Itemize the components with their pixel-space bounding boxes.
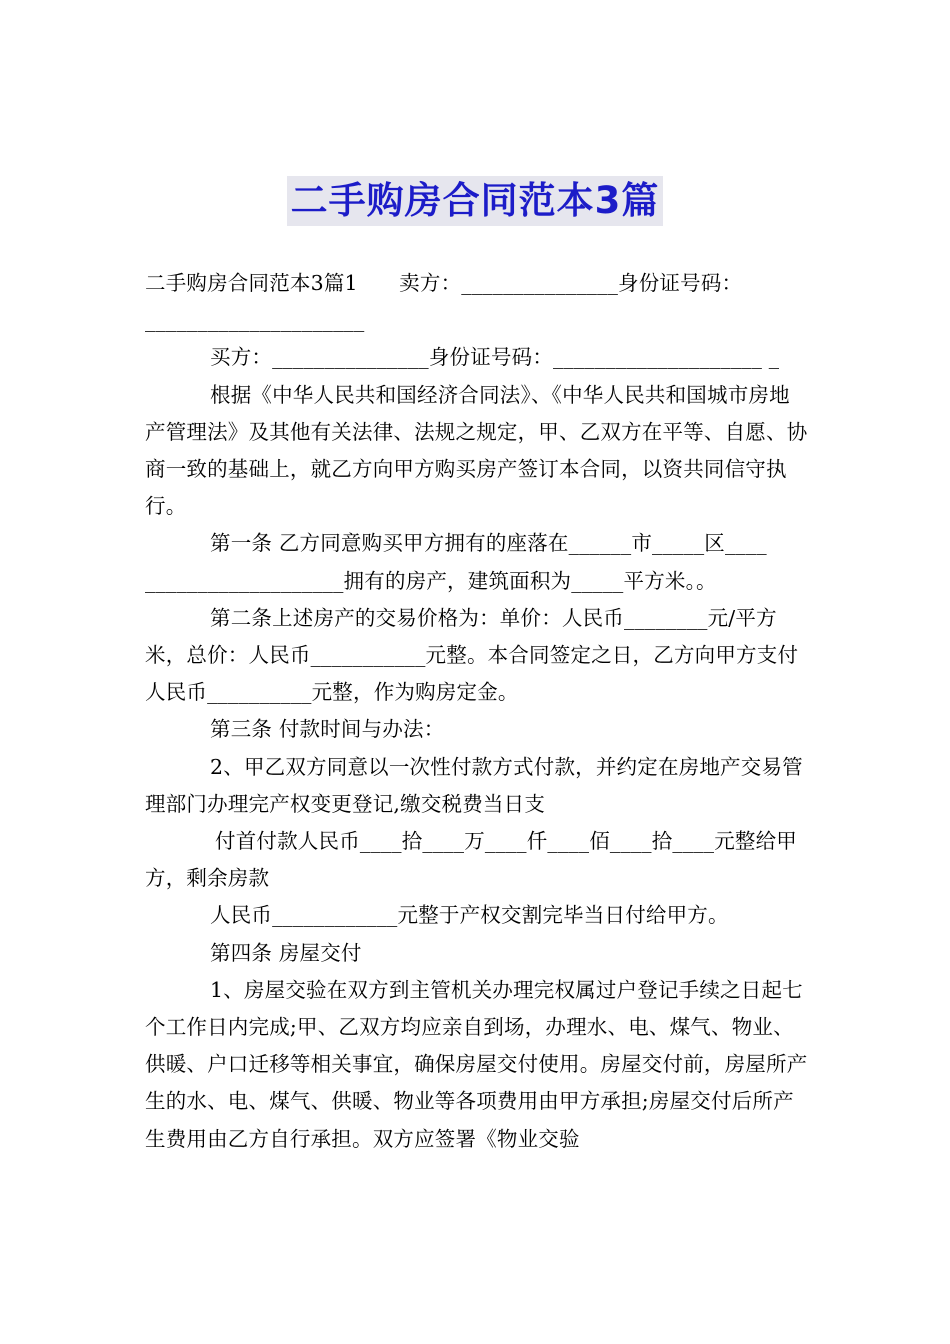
- paragraph-parties-buyer: 买方：_______________身份证号码：____________________ _: [210, 345, 780, 370]
- paragraph-down-payment: 付首付款人民币____拾____万____仟____佰____拾____元整给甲方，剩余房款: [145, 829, 797, 891]
- paragraph-article-2: 第二条上述房产的交易价格为：单价：人民币________元/平方米，总价：人民币___________元整。本合同签定之日，乙方向甲方支付人民币__________元整，作为购房定金。: [145, 605, 799, 705]
- paragraph-parties-seller: 二手购房合同范本3篇1 卖方：_______________身份证号码：_____________________: [145, 271, 743, 333]
- paragraph-preamble: 根据《中华人民共和国经济合同法》、《中华人民共和国城市房地产管理法》及其他有关法律、法规之规定，甲、乙双方在平等、自愿、协商一致的基础上，就乙方向甲方购买房产签订本合同，以资共同信守执行。: [145, 382, 808, 519]
- paragraph-article-3-item-2: 2、甲乙双方同意以一次性付款方式付款，并约定在房地产交易管理部门办理完产权变更登记,缴交税费当日支: [145, 754, 803, 816]
- document-body: [145, 265, 809, 1158]
- title-container: [0, 176, 950, 226]
- paragraph-article-4-item-1: 1、房屋交验在双方到主管机关办理完权属过户登记手续之日起七个工作日内完成;甲、乙双方均应亲自到场，办理水、电、煤气、物业、供暖、户口迁移等相关事宜，确保房屋交付使用。房屋交付前，房屋所产生的水、电、煤气、供暖、物业等各项费用由甲方承担;房屋交付后所产生费用由乙方自行承担。双方应签署《物业交验: [145, 977, 808, 1151]
- document-title: 二手购房合同范本3篇: [287, 176, 664, 226]
- paragraph-article-4-heading: 第四条 房屋交付: [210, 940, 362, 965]
- paragraph-remaining-payment: 人民币____________元整于产权交割完毕当日付给甲方。: [210, 903, 729, 928]
- paragraph-article-3-heading: 第三条 付款时间与办法：: [210, 717, 445, 742]
- paragraph-article-1: 第一条 乙方同意购买甲方拥有的座落在______市_____区____ ___________________拥有的房产，建筑面积为_____平方米。。: [145, 531, 767, 593]
